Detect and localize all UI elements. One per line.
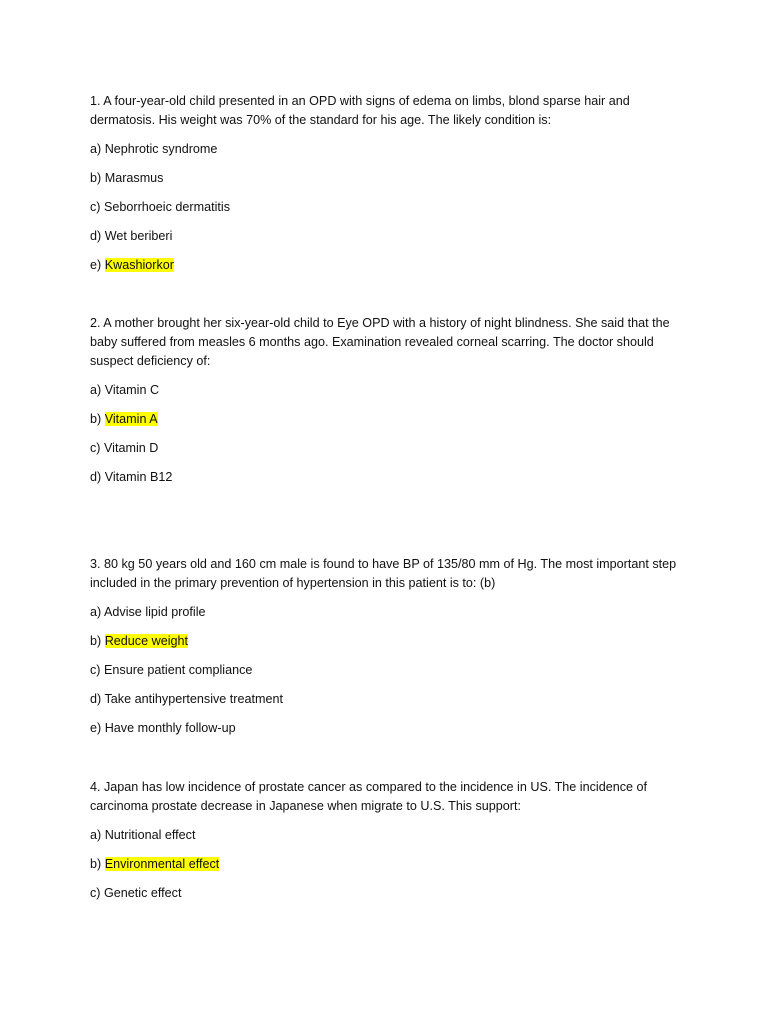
highlighted-answer: Kwashiorkor [104, 258, 174, 272]
option-text: Vitamin D [104, 441, 159, 455]
question-2-stem: 2. A mother brought her six-year-old child to Eye OPD with a history of night blindness. She said that the baby suffered from measles 6 months ago. Examination revealed corneal scarring. The doctor should suspect deficiency of: [90, 316, 670, 368]
question-2-option-a [90, 381, 690, 400]
option-letter: c) [90, 886, 101, 900]
option-letter: c) [90, 441, 101, 455]
option-letter: d) [90, 470, 102, 484]
option-letter: e) [90, 258, 102, 272]
question-4-stem: 4. Japan has low incidence of prostate cancer as compared to the incidence in US. The incidence of carcinoma prostate decrease in Japanese when migrate to U.S. This support: [90, 780, 648, 813]
question-3-option-c [90, 661, 690, 680]
question-3-option-b [90, 632, 690, 651]
option-text: Genetic effect [104, 886, 182, 900]
option-letter: a) [90, 828, 102, 842]
question-4 [90, 778, 690, 913]
question-4-option-a [90, 826, 690, 845]
option-text: Seborrhoeic dermatitis [104, 200, 230, 214]
question-1-option-a [90, 140, 690, 159]
question-2-option-b [90, 410, 690, 429]
question-1-option-e [90, 256, 690, 275]
option-letter: e) [90, 721, 102, 735]
option-letter: b) [90, 634, 102, 648]
question-4-option-c [90, 884, 690, 903]
option-letter: c) [90, 200, 101, 214]
question-3-option-e [90, 719, 690, 738]
question-2 [90, 314, 690, 497]
question-3-option-a [90, 603, 690, 622]
question-3 [90, 555, 690, 748]
question-4-option-b [90, 855, 690, 874]
option-letter: d) [90, 692, 102, 706]
option-letter: d) [90, 229, 102, 243]
question-1-option-b [90, 169, 690, 188]
option-text: Advise lipid profile [104, 605, 206, 619]
option-letter: a) [90, 142, 102, 156]
option-text: Ensure patient compliance [104, 663, 253, 677]
option-text: Vitamin B12 [104, 470, 173, 484]
option-letter: c) [90, 663, 101, 677]
question-1 [90, 92, 690, 285]
option-text: Nephrotic syndrome [104, 142, 218, 156]
question-1-option-d [90, 227, 690, 246]
question-2-option-c [90, 439, 690, 458]
option-text: Nutritional effect [104, 828, 196, 842]
option-letter: a) [90, 383, 102, 397]
option-letter: b) [90, 857, 102, 871]
question-1-stem: 1. A four-year-old child presented in an OPD with signs of edema on limbs, blond sparse hair and dermatosis. His weight was 70% of the standard for his age. The likely condition is: [90, 94, 630, 127]
highlighted-answer: Vitamin A [104, 412, 158, 426]
option-text: Have monthly follow-up [104, 721, 236, 735]
highlighted-answer: Environmental effect [104, 857, 220, 871]
option-text: Marasmus [104, 171, 164, 185]
option-letter: b) [90, 171, 102, 185]
highlighted-answer: Reduce weight [104, 634, 189, 648]
option-text: Vitamin C [104, 383, 160, 397]
option-text: Wet beriberi [104, 229, 173, 243]
question-1-option-c [90, 198, 690, 217]
option-text: Take antihypertensive treatment [104, 692, 283, 706]
option-letter: b) [90, 412, 102, 426]
question-2-option-d [90, 468, 690, 487]
option-letter: a) [90, 605, 102, 619]
question-3-option-d [90, 690, 690, 709]
question-3-stem: 3. 80 kg 50 years old and 160 cm male is found to have BP of 135/80 mm of Hg. The most important step included in the primary prevention of hypertension in this patient is to: (b) [90, 557, 677, 590]
